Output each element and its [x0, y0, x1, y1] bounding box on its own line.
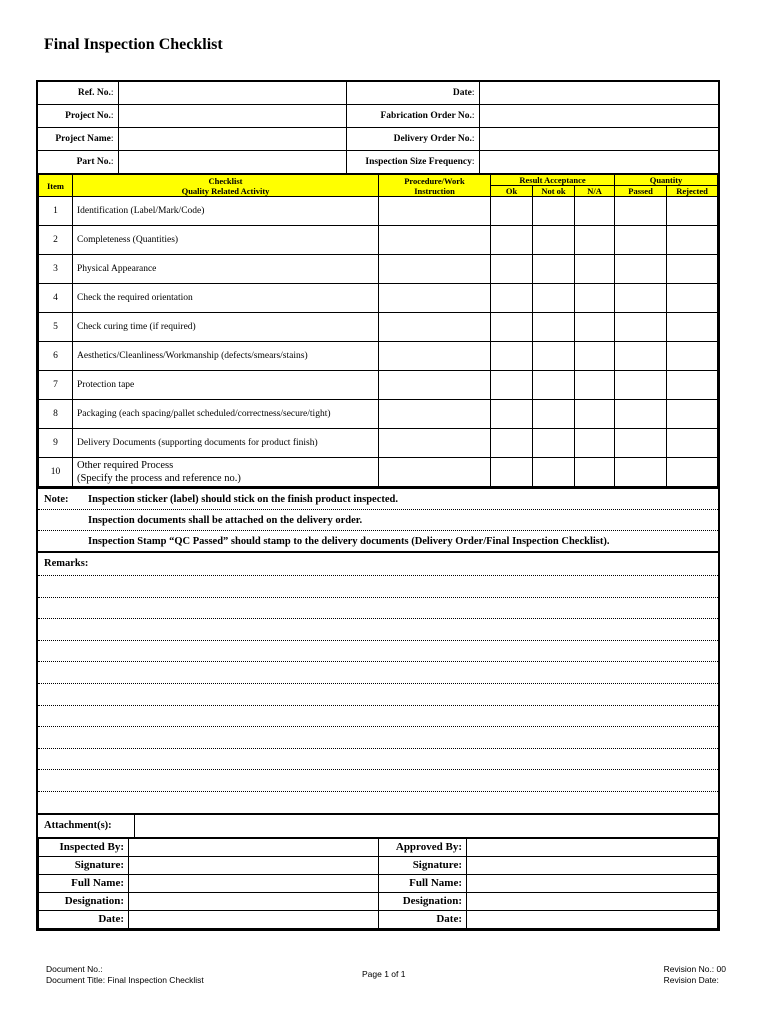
procedure-column-header: Procedure/Work Instruction — [379, 175, 491, 197]
inspector-signature-field[interactable] — [129, 856, 379, 874]
item-number: 9 — [39, 429, 73, 458]
na-cell[interactable] — [575, 226, 615, 255]
project-name-label: Project Name: — [38, 128, 118, 151]
fabrication-order-field[interactable] — [479, 105, 718, 128]
delivery-order-field[interactable] — [479, 128, 718, 151]
document-title: Document Title: Final Inspection Checklist — [46, 975, 204, 985]
ok-cell[interactable] — [491, 342, 533, 371]
header-table — [38, 82, 718, 174]
ok-cell[interactable] — [491, 284, 533, 313]
na-cell[interactable] — [575, 371, 615, 400]
project-no-field[interactable] — [118, 105, 346, 128]
procedure-cell[interactable] — [379, 313, 491, 342]
revision-no: Revision No.: 00 — [663, 964, 726, 974]
na-column-header: N/A — [575, 186, 615, 197]
page-title: Final Inspection Checklist — [44, 36, 223, 53]
not-ok-cell[interactable] — [533, 429, 575, 458]
item-number: 1 — [39, 197, 73, 226]
inspector-date-label: Date: — [39, 910, 129, 928]
attachments-field[interactable] — [135, 815, 718, 837]
na-cell[interactable] — [575, 284, 615, 313]
activity-text: Protection tape — [73, 371, 379, 400]
date-label: Date: — [346, 82, 479, 105]
procedure-cell[interactable] — [379, 371, 491, 400]
rejected-cell[interactable] — [667, 429, 718, 458]
attachments-row — [38, 813, 718, 837]
remarks-line[interactable] — [38, 684, 718, 706]
approver-full-name-field[interactable] — [467, 874, 718, 892]
item-column-header: Item — [39, 175, 73, 197]
ok-cell[interactable] — [491, 371, 533, 400]
activity-text: Packaging (each spacing/pallet scheduled/correctness/secure/tight) — [73, 400, 379, 429]
na-cell[interactable] — [575, 458, 615, 487]
note-line — [38, 489, 718, 510]
not-ok-cell[interactable] — [533, 313, 575, 342]
result-acceptance-header: Result Acceptance — [491, 175, 615, 186]
ok-cell[interactable] — [491, 429, 533, 458]
remarks-line[interactable] — [38, 770, 718, 792]
rejected-cell[interactable] — [667, 342, 718, 371]
inspector-designation-label: Designation: — [39, 892, 129, 910]
item-number: 5 — [39, 313, 73, 342]
rejected-cell[interactable] — [667, 313, 718, 342]
checklist-row — [39, 400, 718, 429]
passed-cell[interactable] — [615, 313, 667, 342]
not-ok-cell[interactable] — [533, 284, 575, 313]
approver-date-label: Date: — [379, 910, 467, 928]
document-no: Document No.: — [46, 964, 103, 974]
not-ok-cell[interactable] — [533, 342, 575, 371]
passed-cell[interactable] — [615, 371, 667, 400]
inspected-by-field[interactable] — [129, 838, 379, 857]
approver-full-name-label: Full Name: — [379, 874, 467, 892]
inspector-full-name-label: Full Name: — [39, 874, 129, 892]
checklist-column-header: Checklist Quality Related Activity — [73, 175, 379, 197]
procedure-cell[interactable] — [379, 342, 491, 371]
activity-text: Physical Appearance — [73, 255, 379, 284]
ok-cell[interactable] — [491, 458, 533, 487]
not-ok-cell[interactable] — [533, 226, 575, 255]
inspected-by-label: Inspected By: — [39, 838, 129, 857]
not-ok-cell[interactable] — [533, 458, 575, 487]
ok-cell[interactable] — [491, 313, 533, 342]
note-label: Note: — [44, 493, 69, 505]
rejected-cell[interactable] — [667, 255, 718, 284]
ok-cell[interactable] — [491, 255, 533, 284]
inspection-frequency-field[interactable] — [479, 151, 718, 174]
activity-text: Completeness (Quantities) — [73, 226, 379, 255]
inspector-full-name-field[interactable] — [129, 874, 379, 892]
passed-cell[interactable] — [615, 458, 667, 487]
passed-cell[interactable] — [615, 197, 667, 226]
procedure-cell[interactable] — [379, 458, 491, 487]
activity-cell — [73, 458, 379, 487]
na-cell[interactable] — [575, 342, 615, 371]
not-ok-column-header: Not ok — [533, 186, 575, 197]
na-cell[interactable] — [575, 255, 615, 284]
item-number: 6 — [39, 342, 73, 371]
checklist-row — [39, 255, 718, 284]
note-text: Inspection documents shall be attached on the delivery order. — [88, 514, 363, 526]
remarks-line[interactable] — [38, 706, 718, 728]
fabrication-order-label: Fabrication Order No.: — [346, 105, 479, 128]
rejected-cell[interactable] — [667, 400, 718, 429]
remarks-line[interactable] — [38, 792, 718, 813]
checklist-row — [39, 284, 718, 313]
approver-signature-label: Signature: — [379, 856, 467, 874]
procedure-cell[interactable] — [379, 197, 491, 226]
na-cell[interactable] — [575, 400, 615, 429]
item-number: 4 — [39, 284, 73, 313]
remarks-line[interactable] — [38, 598, 718, 620]
project-no-label: Project No.: — [38, 105, 118, 128]
ref-no-label: Ref. No.: — [38, 82, 118, 105]
checklist-row — [39, 197, 718, 226]
inspection-frequency-label: Inspection Size Frequency: — [346, 151, 479, 174]
procedure-cell[interactable] — [379, 255, 491, 284]
rejected-cell[interactable] — [667, 197, 718, 226]
approver-designation-label: Designation: — [379, 892, 467, 910]
activity-subtext: (Specify the process and reference no.) — [77, 473, 241, 484]
item-number: 10 — [39, 458, 73, 487]
remarks-line[interactable] — [38, 727, 718, 749]
checklist-row — [39, 313, 718, 342]
approved-by-label: Approved By: — [379, 838, 467, 857]
passed-cell[interactable] — [615, 400, 667, 429]
passed-cell[interactable] — [615, 284, 667, 313]
ok-cell[interactable] — [491, 226, 533, 255]
na-cell[interactable] — [575, 429, 615, 458]
note-line — [38, 531, 718, 551]
rejected-column-header: Rejected — [667, 186, 718, 197]
activity-text: Delivery Documents (supporting documents for product finish) — [73, 429, 379, 458]
item-number: 3 — [39, 255, 73, 284]
passed-cell[interactable] — [615, 255, 667, 284]
project-name-field[interactable] — [118, 128, 346, 151]
na-cell[interactable] — [575, 313, 615, 342]
procedure-cell[interactable] — [379, 400, 491, 429]
checklist-row — [39, 371, 718, 400]
checklist-row — [39, 458, 718, 487]
checklist-row — [39, 342, 718, 371]
approver-signature-field[interactable] — [467, 856, 718, 874]
procedure-cell[interactable] — [379, 226, 491, 255]
rejected-cell[interactable] — [667, 226, 718, 255]
page-number: Page 1 of 1 — [362, 969, 406, 979]
quantity-header: Quantity — [615, 175, 718, 186]
inspector-date-field[interactable] — [129, 910, 379, 928]
activity-text: Identification (Label/Mark/Code) — [73, 197, 379, 226]
inspection-form — [36, 80, 720, 931]
ok-cell[interactable] — [491, 197, 533, 226]
remarks-label: Remarks: — [38, 553, 718, 576]
remarks-section — [38, 551, 718, 813]
remarks-line[interactable] — [38, 619, 718, 641]
approver-date-field[interactable] — [467, 910, 718, 928]
footer-left — [46, 964, 204, 986]
delivery-order-label: Delivery Order No.: — [346, 128, 479, 151]
note-line — [38, 510, 718, 531]
note-text: Inspection Stamp “QC Passed” should stamp to the delivery documents (Delivery Order/Final Inspection Checklist). — [88, 535, 610, 547]
checklist-row — [39, 226, 718, 255]
passed-cell[interactable] — [615, 429, 667, 458]
remarks-line[interactable] — [38, 576, 718, 598]
notes-section — [38, 487, 718, 551]
note-text: Inspection sticker (label) should stick on the finish product inspected. — [88, 493, 398, 505]
rejected-cell[interactable] — [667, 284, 718, 313]
rejected-cell[interactable] — [667, 458, 718, 487]
attachments-label: Attachment(s): — [38, 815, 135, 837]
ref-no-field[interactable] — [118, 82, 346, 105]
ok-column-header: Ok — [491, 186, 533, 197]
not-ok-cell[interactable] — [533, 400, 575, 429]
signoff-table — [38, 837, 718, 929]
na-cell[interactable] — [575, 197, 615, 226]
passed-cell[interactable] — [615, 226, 667, 255]
rejected-cell[interactable] — [667, 371, 718, 400]
checklist-table — [38, 174, 718, 487]
inspector-signature-label: Signature: — [39, 856, 129, 874]
remarks-line[interactable] — [38, 641, 718, 663]
item-number: 2 — [39, 226, 73, 255]
not-ok-cell[interactable] — [533, 371, 575, 400]
approver-designation-field[interactable] — [467, 892, 718, 910]
remarks-line[interactable] — [38, 662, 718, 684]
activity-text: Check curing time (if required) — [73, 313, 379, 342]
not-ok-cell[interactable] — [533, 255, 575, 284]
remarks-line[interactable] — [38, 749, 718, 771]
part-no-field[interactable] — [118, 151, 346, 174]
date-field[interactable] — [479, 82, 718, 105]
checklist-row — [39, 429, 718, 458]
item-number: 7 — [39, 371, 73, 400]
revision-date: Revision Date: — [663, 975, 719, 985]
item-number: 8 — [39, 400, 73, 429]
activity-text: Aesthetics/Cleanliness/Workmanship (defects/smears/stains) — [73, 342, 379, 371]
ok-cell[interactable] — [491, 400, 533, 429]
activity-text: Other required Process — [77, 460, 174, 471]
not-ok-cell[interactable] — [533, 197, 575, 226]
passed-column-header: Passed — [615, 186, 667, 197]
activity-text: Check the required orientation — [73, 284, 379, 313]
approved-by-field[interactable] — [467, 838, 718, 857]
footer-right — [664, 964, 726, 986]
procedure-cell[interactable] — [379, 284, 491, 313]
passed-cell[interactable] — [615, 342, 667, 371]
inspector-designation-field[interactable] — [129, 892, 379, 910]
part-no-label: Part No.: — [38, 151, 118, 174]
procedure-cell[interactable] — [379, 429, 491, 458]
